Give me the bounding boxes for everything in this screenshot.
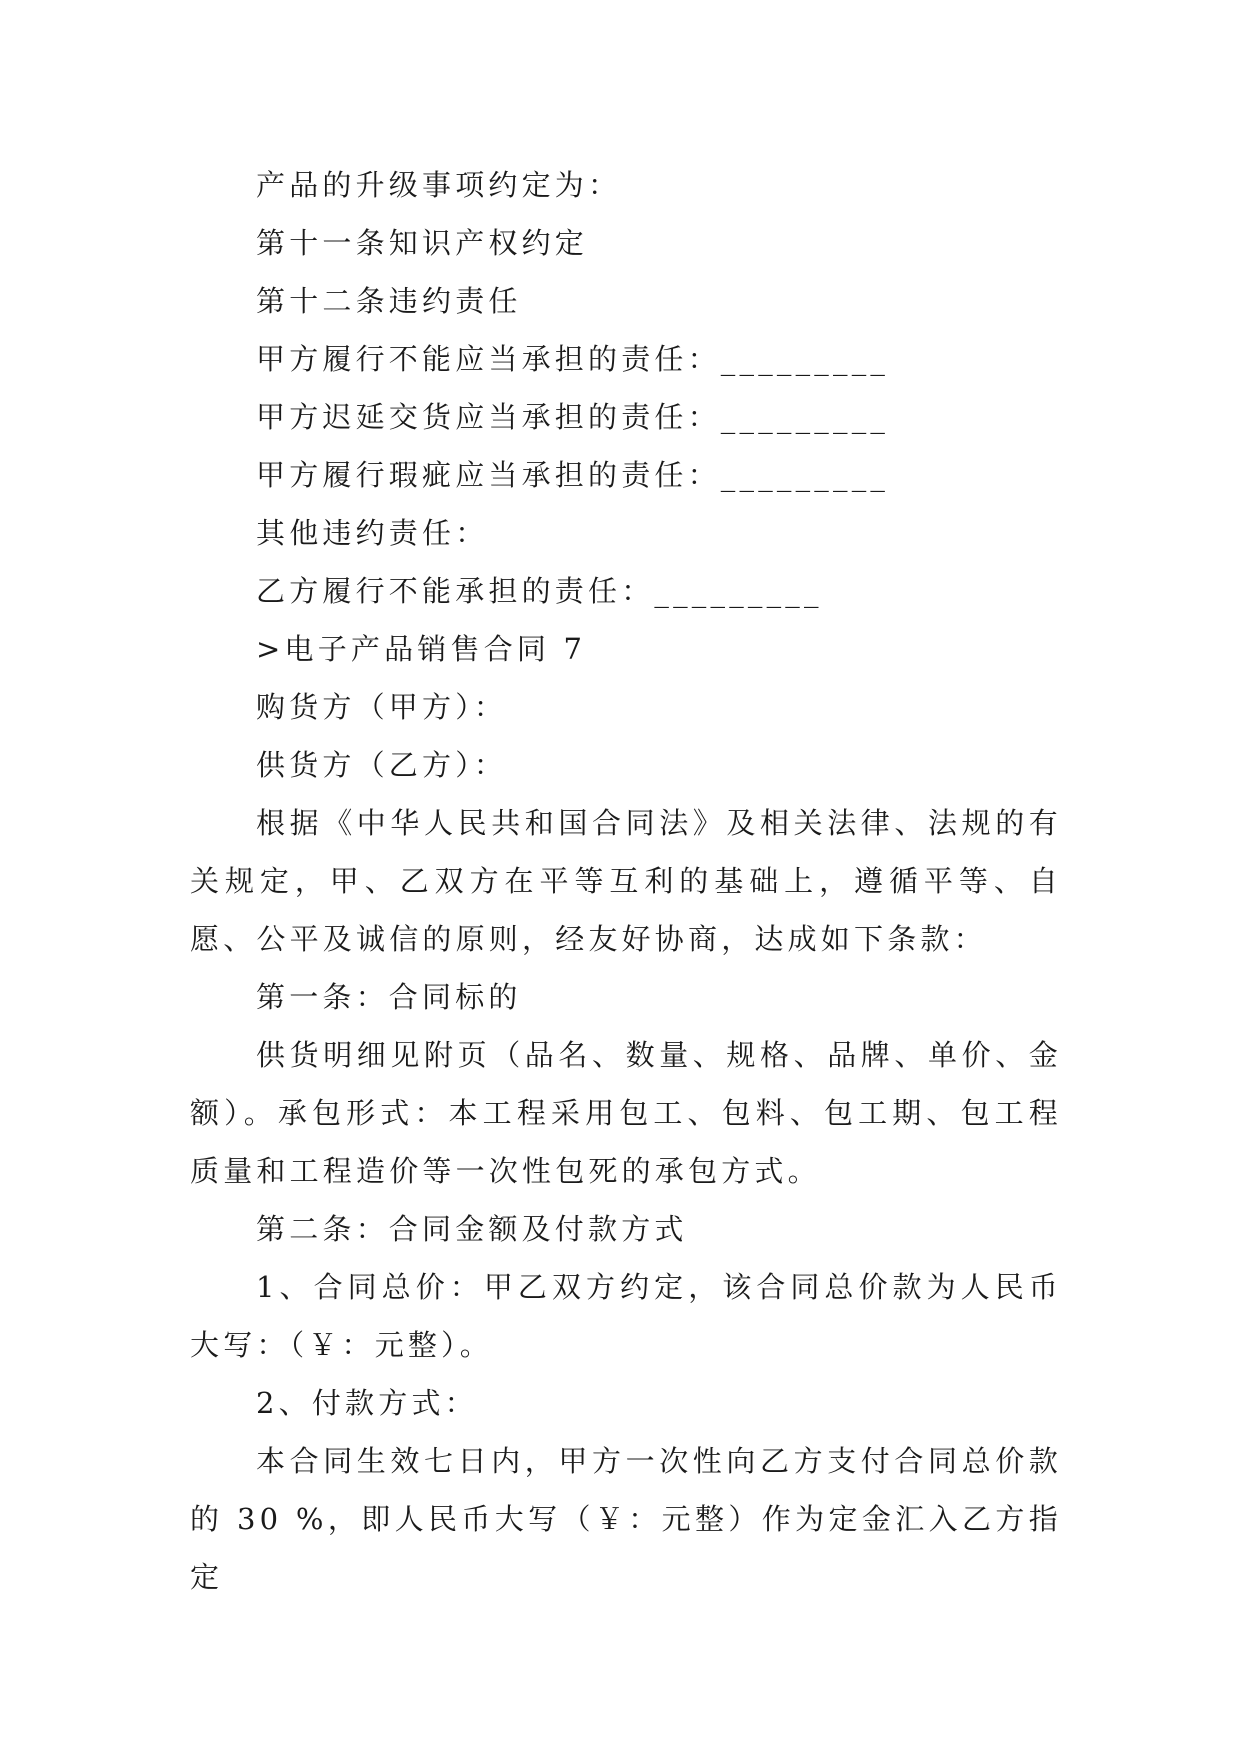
document-body (190, 156, 1062, 1606)
text-line-other-liability: 其他违约责任： (256, 516, 489, 550)
text-line-party-a-defect: 甲方履行瑕疵应当承担的责任：_________ (256, 458, 890, 492)
text-line-party-a-delay: 甲方迟延交货应当承担的责任：_________ (256, 400, 890, 434)
text-line-party-b-nonperformance: 乙方履行不能承担的责任：_________ (256, 574, 823, 608)
text-line-article-11: 第十一条知识产权约定 (256, 226, 589, 260)
paragraph-total-price: 1、合同总价：甲乙双方约定，该合同总价款为人民币大写：（￥：元整）。 (190, 1270, 1062, 1362)
paragraph-legal-basis: 根据《中华人民共和国合同法》及相关法律、法规的有关规定，甲、乙双方在平等互利的基础上，遵循平等、自愿、公平及诚信的原则，经友好协商，达成如下条款： (190, 806, 1062, 956)
paragraph-payment-method: 2、付款方式： (256, 1386, 478, 1420)
text-line-party-a-nonperformance: 甲方履行不能应当承担的责任：_________ (256, 342, 890, 376)
text-line-buyer: 购货方（甲方）： (256, 690, 508, 724)
paragraph-article-1-heading: 第一条：合同标的 (256, 980, 522, 1014)
text-line-contract-title: >电子产品销售合同 7 (256, 632, 587, 666)
paragraph-article-2-heading: 第二条：合同金额及付款方式 (256, 1212, 688, 1246)
text-line-supplier: 供货方（乙方）： (256, 748, 508, 782)
text-line-upgrade-terms: 产品的升级事项约定为： (256, 168, 622, 202)
text-line-article-12: 第十二条违约责任 (256, 284, 522, 318)
paragraph-supply-details: 供货明细见附页（品名、数量、规格、品牌、单价、金额）。承包形式：本工程采用包工、包料、包工期、包工程质量和工程造价等一次性包死的承包方式。 (190, 1038, 1062, 1188)
paragraph-deposit: 本合同生效七日内，甲方一次性向乙方支付合同总价款的 30 %，即人民币大写（￥：元整）作为定金汇入乙方指定 (190, 1444, 1062, 1594)
